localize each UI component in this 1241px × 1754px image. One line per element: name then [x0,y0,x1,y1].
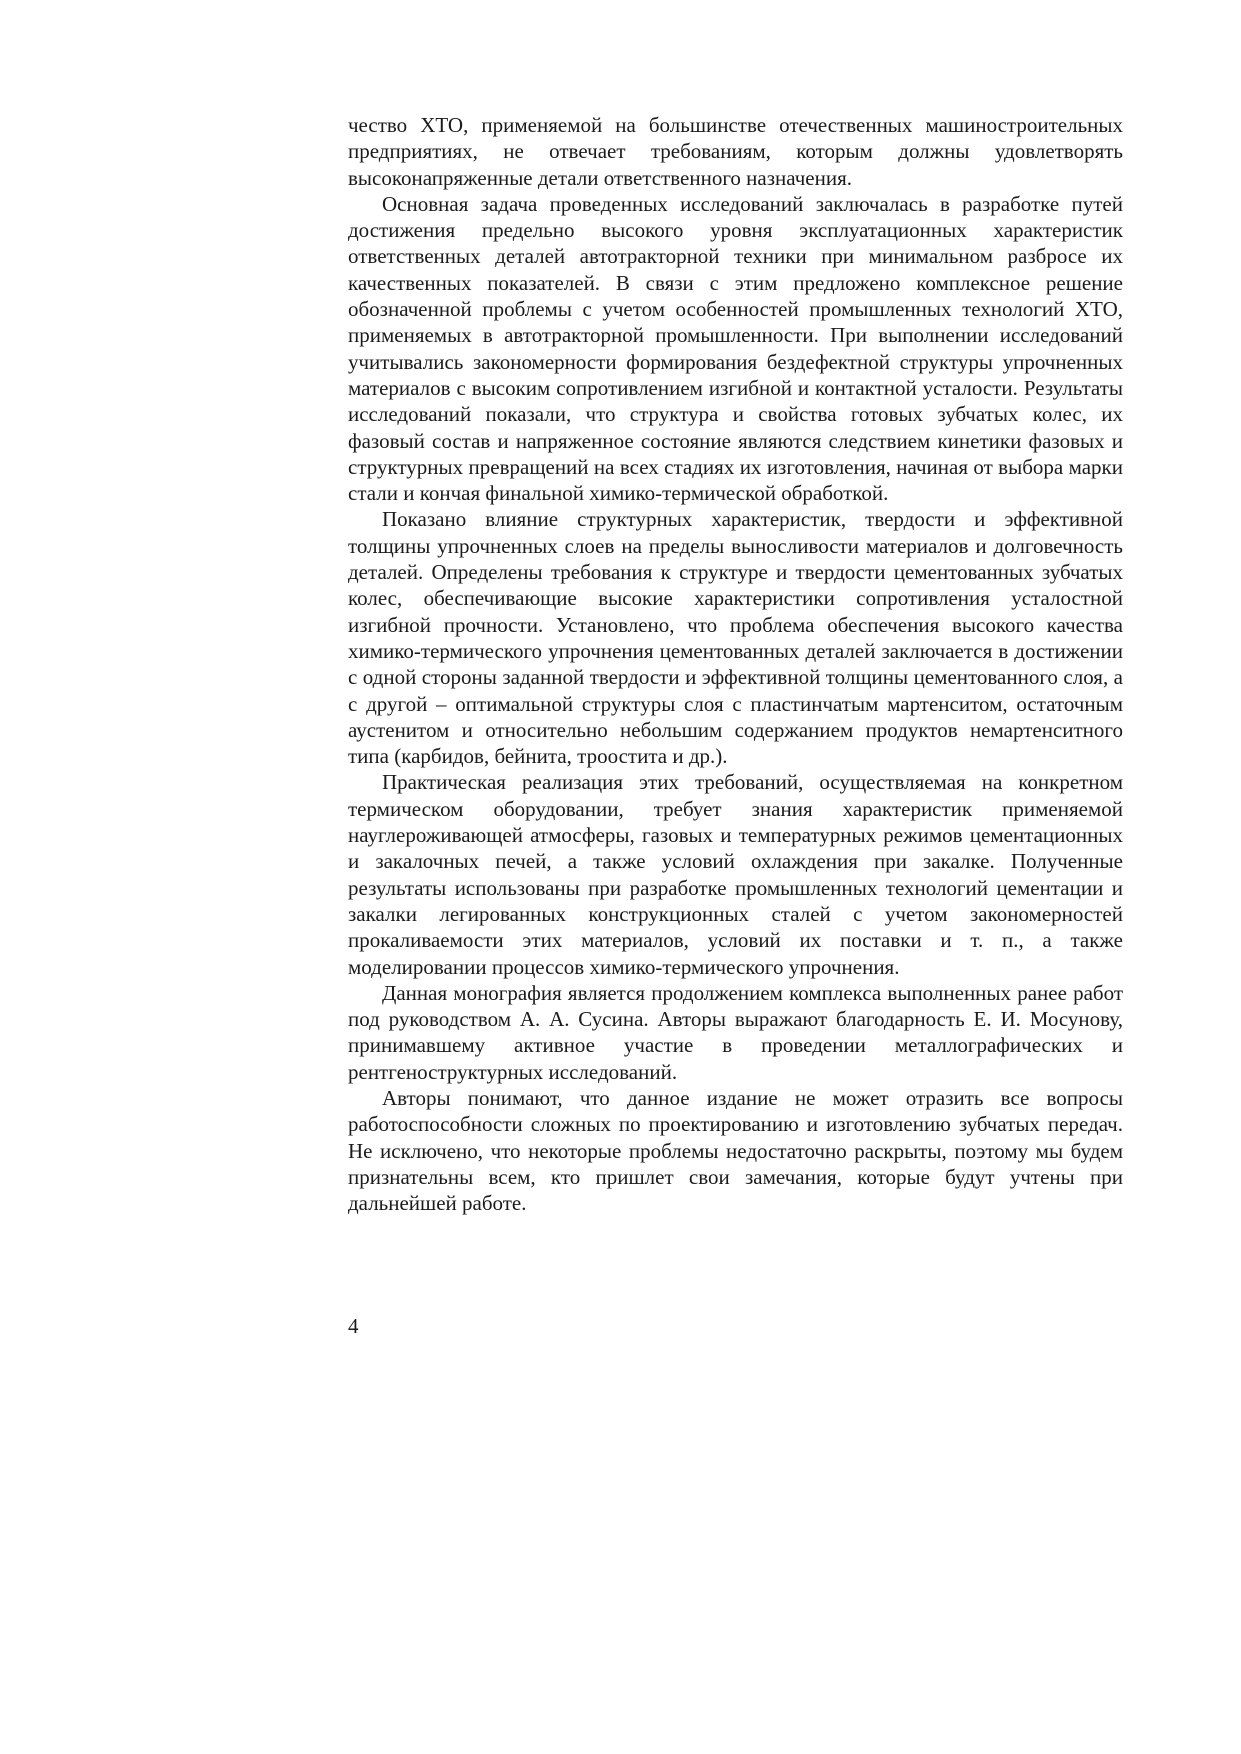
paragraph-acknowledgements: Данная монография является продолжением комплекса выполненных ранее работ под руководством А. А. Сусина. Авторы выражают благодарность Е. И. Мосунову, принимавшему активное участие в проведении металлографических и рентгеноструктурных исследований. [348,980,1123,1084]
page-number: 4 [348,1314,359,1338]
paragraph-continuation: чество ХТО, применяемой на большинстве отечественных машиностроительных предприятиях, не отвечает требованиям, которым должны удовлетворять высоконапряженные детали ответственного назначения. [348,113,1123,190]
body-text [348,112,1123,1216]
paragraph-main-task: Основная задача проведенных исследований заключалась в разработке путей достижения предельно высокого уровня эксплуатационных характеристик ответственных деталей автотракторной техники при минимальном разбросе их качественных показателей. В связи с этим предложено комплексное решение обозначенной проблемы с учетом особенностей промышленных технологий ХТО, применяемых в автотракторной промышленности. При выполнении исследований учитывались закономерности формирования бездефектной структуры упрочненных материалов с высоким сопротивлением изгибной и контактной усталости. Результаты исследований показали, что структура и свойства готовых зубчатых колес, их фазовый состав и напряженное состояние являются следствием кинетики фазовых и структурных превращений на всех стадиях их изготовления, начиная от выбора марки стали и кончая финальной химико-термической обработкой. [348,191,1123,506]
paragraph-structural-influence: Показано влияние структурных характеристик, твердости и эффективной толщины упрочненных слоев на пределы выносливости материалов и долговечность деталей. Определены требования к структуре и твердости цементованных зубчатых колес, обеспечивающие высокие характеристики сопротивления усталостной изгибной прочности. Установлено, что проблема обеспечения высокого качества химико-термического упрочнения цементованных деталей заключается в достижении с одной стороны заданной твердости и эффективной толщины цементованного слоя, а с другой – оптимальной структуры слоя с пластинчатым мартенситом, остаточным аустенитом и относительно небольшим содержанием продуктов немартенситного типа (карбидов, бейнита, троостита и др.). [348,507,1123,769]
paragraph-practical-implementation: Практическая реализация этих требований, осуществляемая на конкретном термическом оборудовании, требует знания характеристик применяемой науглероживающей атмосферы, газовых и температурных режимов цементационных и закалочных печей, а также условий охлаждения при закалке. Полученные результаты использованы при разработке промышленных технологий цементации и закалки легированных конструкционных сталей с учетом закономерностей прокаливаемости этих материалов, условий их поставки и т. п., а также моделировании процессов химико-термического упрочнения. [348,770,1123,979]
paragraph-closing-remarks: Авторы понимают, что данное издание не может отразить все вопросы работоспособности сложных по проектированию и изготовлению зубчатых передач. Не исключено, что некоторые проблемы недостаточно раскрыты, поэтому мы будем признательны всем, кто пришлет свои замечания, которые будут учтены при дальнейшей работе. [348,1085,1123,1216]
